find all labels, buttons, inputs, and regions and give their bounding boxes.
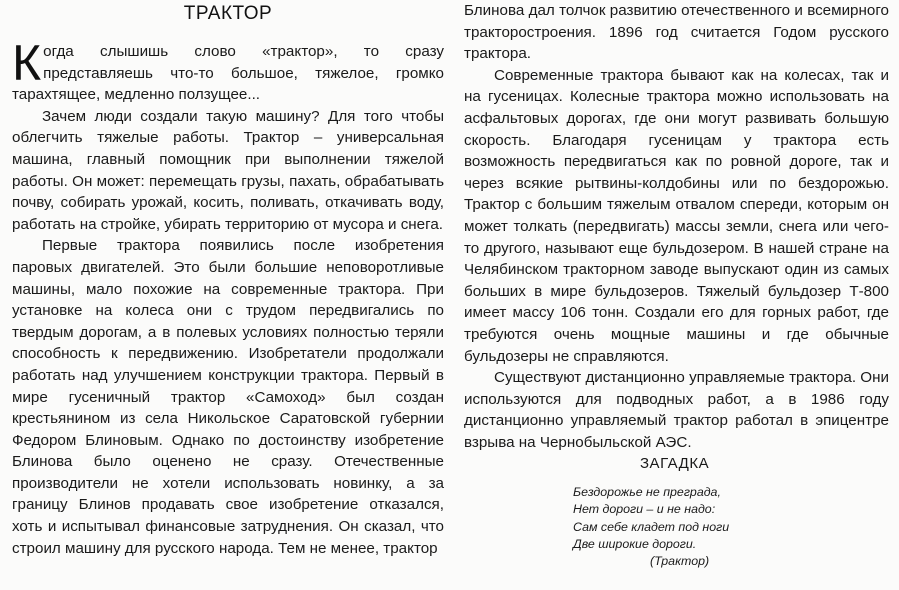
paragraph-history-continued: Блинова дал толчок развитию отечественного и всемирного тракторостроения. 1896 год считается Годом русского трактора. (464, 2, 889, 63)
right-column (464, 0, 889, 453)
drop-cap: К (12, 35, 42, 91)
riddle-line: Бездорожье не преграда, (573, 485, 721, 499)
intro-paragraph: Когда слышишь слово «трактор», то сразу представляешь что-то большое, тяжелое, громко тарахтящее, медленно ползущее... (12, 35, 444, 104)
article-title: ТРАКТОР (183, 3, 273, 24)
paragraph-history: Первые трактора появились после изобретения паровых двигателей. Это были большие неповоротливые машины, мало похожие на современные трактора. При установке на колеса они с трудом передвигались по твердым дорогам, а в полевых условиях полностью теряли способность к передвижению. Изобретатели продолжали работать над улучшением конструкции трактора. Первый в мире гусеничный трактор «Самоход» был создан крестьянином из села Никольское Саратовской губернии Федором Блиновым. Однако по достоинству изобретение Блинова было оценено не сразу. Отечественные производители не хотели использовать новинку, а за границу Блинов продавать свое изобретение отказался, хоть и испытывал финансовые затруднения. Он сказал, что строил машину для русского народа. Тем не менее, трактор (12, 237, 444, 557)
riddle-line: Сам себе кладет под ноги (573, 519, 730, 534)
left-column (12, 0, 444, 559)
paragraph-remote: Существуют дистанционно управляемые трактора. Они используются для подводных работ, а в 1986 году дистанционно управляемый трактор работал в эпицентре взрыва на Чернобыльской АЭС. (464, 369, 889, 451)
riddle-answer: (Трактор) (650, 554, 710, 569)
paragraph-modern: Современные трактора бывают как на колесах, так и на гусеницах. Колесные трактора можно использовать на асфальтовых дорогах, где они могут развивать большую скорость. Благодаря гусеницам у трактора есть возможность передвигаться как по ровной дороге, так и через всякие рытвины-колдобины или по бездорожью. Трактор с большим тяжелым отвалом спереди, которым он может толкать (передвигать) массы земли, снега или чего-то другого, называют еще бульдозером. В нашей стране на Челябинском тракторном заводе выпускают один из самых больших в мире бульдозеров. Тяжелый бульдозер Т-800 имеет массу 106 тонн. Создали его для горных работ, где требуются очень мощные машины и где обычные бульдозеры не справляются. (464, 66, 889, 365)
riddle-line: Нет дороги – и не надо: (573, 502, 716, 517)
paragraph-purpose: Зачем люди создали такую машину? Для того чтобы облегчить тяжелые работы. Трактор – универсальная машина, главный помощник при выполнении тяжелой работы. Он может: перемещать грузы, пахать, обрабатывать почву, собирать урожай, косить, поливать, откачивать воду, работать на стройке, убирать территорию от мусора и снега. (12, 107, 444, 233)
riddle-poem (573, 484, 753, 570)
riddle-title: ЗАГАДКА (640, 455, 710, 472)
riddle-line: Две широкие дороги. (573, 536, 697, 551)
